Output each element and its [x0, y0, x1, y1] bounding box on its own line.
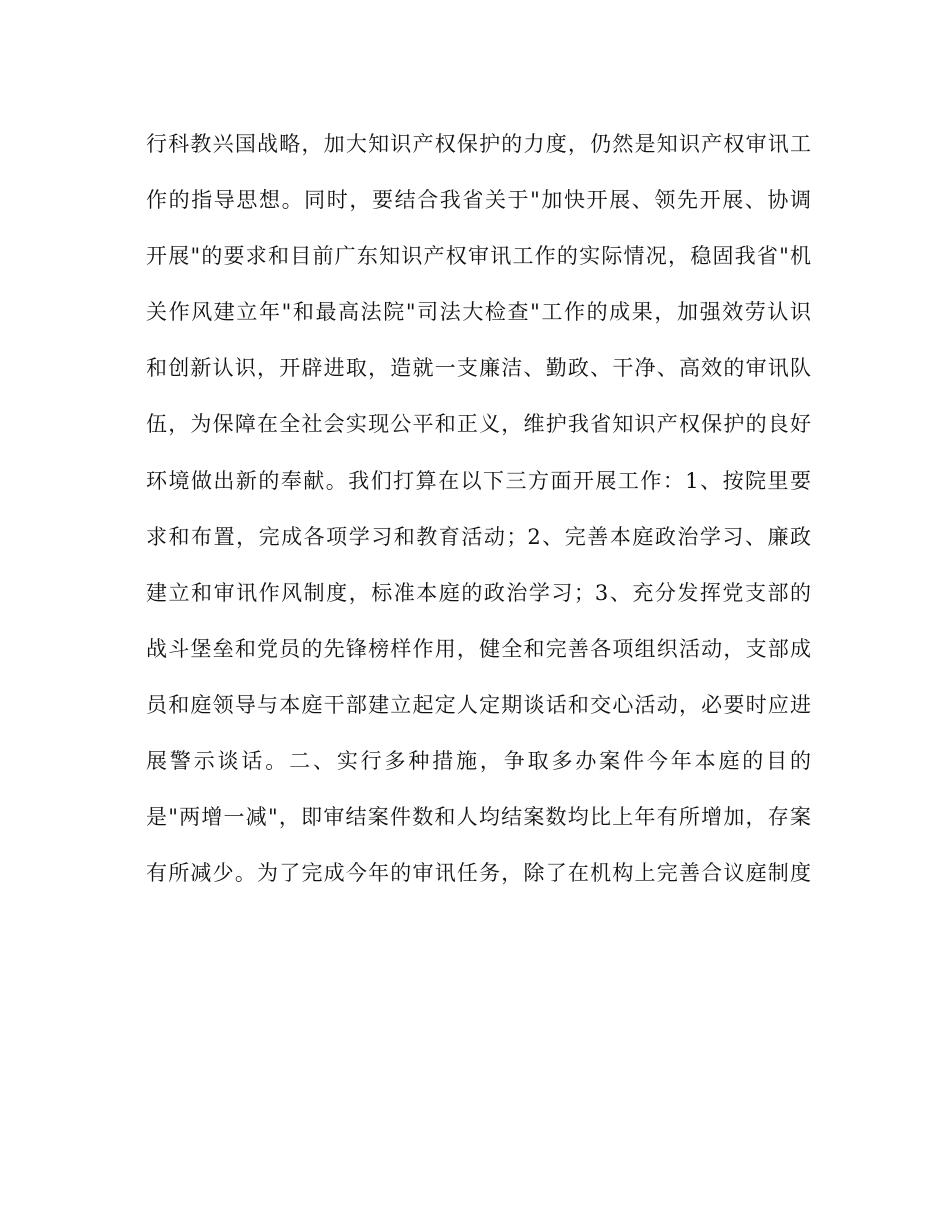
body-text	[146, 122, 811, 907]
text-line: 开展"的要求和目前广东知识产权审讯工作的实际情况，稳固我省"机	[146, 244, 811, 269]
text-line: 和创新认识，开辟进取，造就一支廉洁、勤政、干净、高效的审讯队	[146, 356, 811, 381]
text-line: 关作风建立年"和最高法院"司法大检查"工作的成果，加强效劳认识	[146, 300, 811, 325]
text-line: 行科教兴国战略，加大知识产权保护的力度，仍然是知识产权审讯工	[146, 132, 811, 156]
text-line: 环境做出新的奉献。我们打算在以下三方面开展工作：1、按院里要	[146, 468, 811, 493]
text-line: 员和庭领导与本庭干部建立起定人定期谈话和交心活动，必要时应进	[146, 692, 811, 717]
text-line: 作的指导思想。同时，要结合我省关于"加快开展、领先开展、协调	[146, 188, 811, 213]
text-line: 伍，为保障在全社会实现公平和正义，维护我省知识产权保护的良好	[146, 412, 811, 437]
text-line: 是"两增一减"，即审结案件数和人均结案数均比上年有所增加，存案	[146, 805, 811, 830]
text-line: 有所减少。为了完成今年的审讯任务，除了在机构上完善合议庭制度	[146, 861, 811, 886]
text-line: 求和布置，完成各项学习和教育活动；2、完善本庭政治学习、廉政	[146, 524, 811, 549]
text-line: 建立和审讯作风制度，标准本庭的政治学习；3、充分发挥党支部的	[146, 580, 811, 605]
text-line: 战斗堡垒和党员的先锋榜样作用，健全和完善各项组织活动，支部成	[146, 636, 811, 661]
text-line: 展警示谈话。二、实行多种措施，争取多办案件今年本庭的目的	[146, 749, 811, 774]
